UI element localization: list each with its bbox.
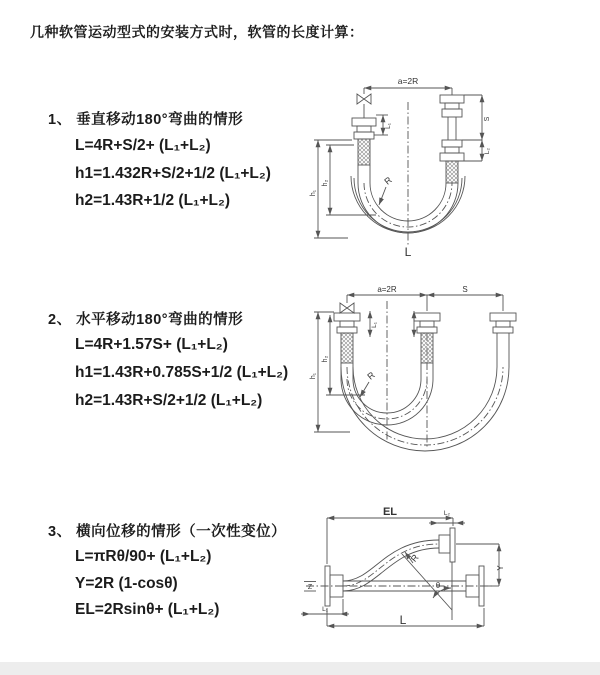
diagram-horizontal-180-bend: [300, 281, 598, 458]
left-pipe-fitting: [334, 313, 360, 363]
left-pipe-fitting: [352, 118, 376, 165]
diagram2-svg: [300, 281, 598, 453]
dim-label-h2: h₂: [322, 179, 329, 187]
dim-label-l1: L₁: [322, 606, 328, 613]
axis-mark: Z: [307, 584, 313, 591]
section2-formula-l: L=4R+1.57S+ (L₁+L₂): [75, 336, 228, 353]
section2-heading: 2、 水平移动180°弯曲的情形: [48, 312, 244, 328]
dim-label-s: S: [484, 116, 491, 122]
braided-hose-section: [341, 333, 353, 363]
dim-label-h1: h₁: [310, 372, 317, 380]
upper-flange: [439, 528, 455, 562]
radius-label: R: [365, 369, 377, 382]
braided-hose-section: [421, 333, 433, 363]
section1-formula-l: L=4R+S/2+ (L₁+L₂): [75, 137, 211, 154]
s-curve-hose: [343, 540, 439, 591]
section3-formula-el: EL=2Rsinθ+ (L₁+L₂): [75, 601, 220, 618]
u-hose-position2: [341, 367, 509, 451]
right-pipe-fitting: [440, 95, 464, 183]
right-pipe-fitting: [490, 313, 516, 367]
radius-label: R: [408, 552, 421, 564]
diagram1-drawing: [314, 88, 482, 246]
dim-label-l2: L₂: [484, 147, 491, 155]
dim-label-l: L: [399, 613, 407, 627]
section1-formula-h1: h1=1.432R+S/2+1/2 (L₁+L₂): [75, 165, 271, 182]
diagram3-drawing: [301, 518, 499, 626]
dim-label-el: EL: [382, 506, 398, 518]
dim-label-l2: L₂: [443, 510, 451, 517]
section1-formula-h2: h2=1.43R+1/2 (L₁+L₂): [75, 192, 231, 209]
diagram-lateral-displacement: [298, 502, 600, 659]
braided-hose-section: [446, 161, 458, 183]
dim-label-y: Y: [496, 565, 505, 571]
valve-icon: [357, 94, 371, 118]
diagram-vertical-180-bend: [306, 68, 498, 273]
diagram1-svg: [306, 68, 498, 268]
dim-label-l1: L₁: [385, 123, 392, 129]
angle-label: θ: [435, 581, 441, 590]
dim-label-l: L: [404, 245, 412, 259]
section3-formula-l: L=πRθ/90+ (L₁+L₂): [75, 548, 212, 565]
dim-label-a2r: a=2R: [377, 285, 397, 294]
diagram2-drawing: [314, 295, 516, 451]
middle-pipe-fitting: [414, 313, 440, 363]
dim-label-s: S: [462, 285, 468, 294]
valve-icon: [340, 303, 354, 313]
page-edge: [0, 662, 600, 675]
section1-heading: 1、 垂直移动180°弯曲的情形: [48, 112, 244, 128]
section3-heading: 3、 横向位移的情形（一次性变位）: [48, 524, 287, 540]
dim-label-a2r: a=2R: [397, 76, 419, 86]
section2-formula-h1: h1=1.43R+0.785S+1/2 (L₁+L₂): [75, 364, 289, 381]
angle-construction: [402, 554, 452, 620]
braided-hose-section: [358, 139, 370, 165]
dim-label-h1: h₁: [310, 189, 317, 197]
dim-label-l1: L₁: [371, 322, 378, 328]
page-title: 几种软管运动型式的安装方式时，软管的长度计算：: [30, 24, 364, 40]
diagram3-svg: [298, 502, 600, 654]
section3-formula-y: Y=2R (1-cosθ): [75, 575, 178, 592]
dim-label-h2: h₂: [322, 355, 329, 363]
section2-formula-h2: h2=1.43R+S/2+1/2 (L₁+L₂): [75, 392, 263, 409]
radius-label: R: [382, 174, 394, 187]
